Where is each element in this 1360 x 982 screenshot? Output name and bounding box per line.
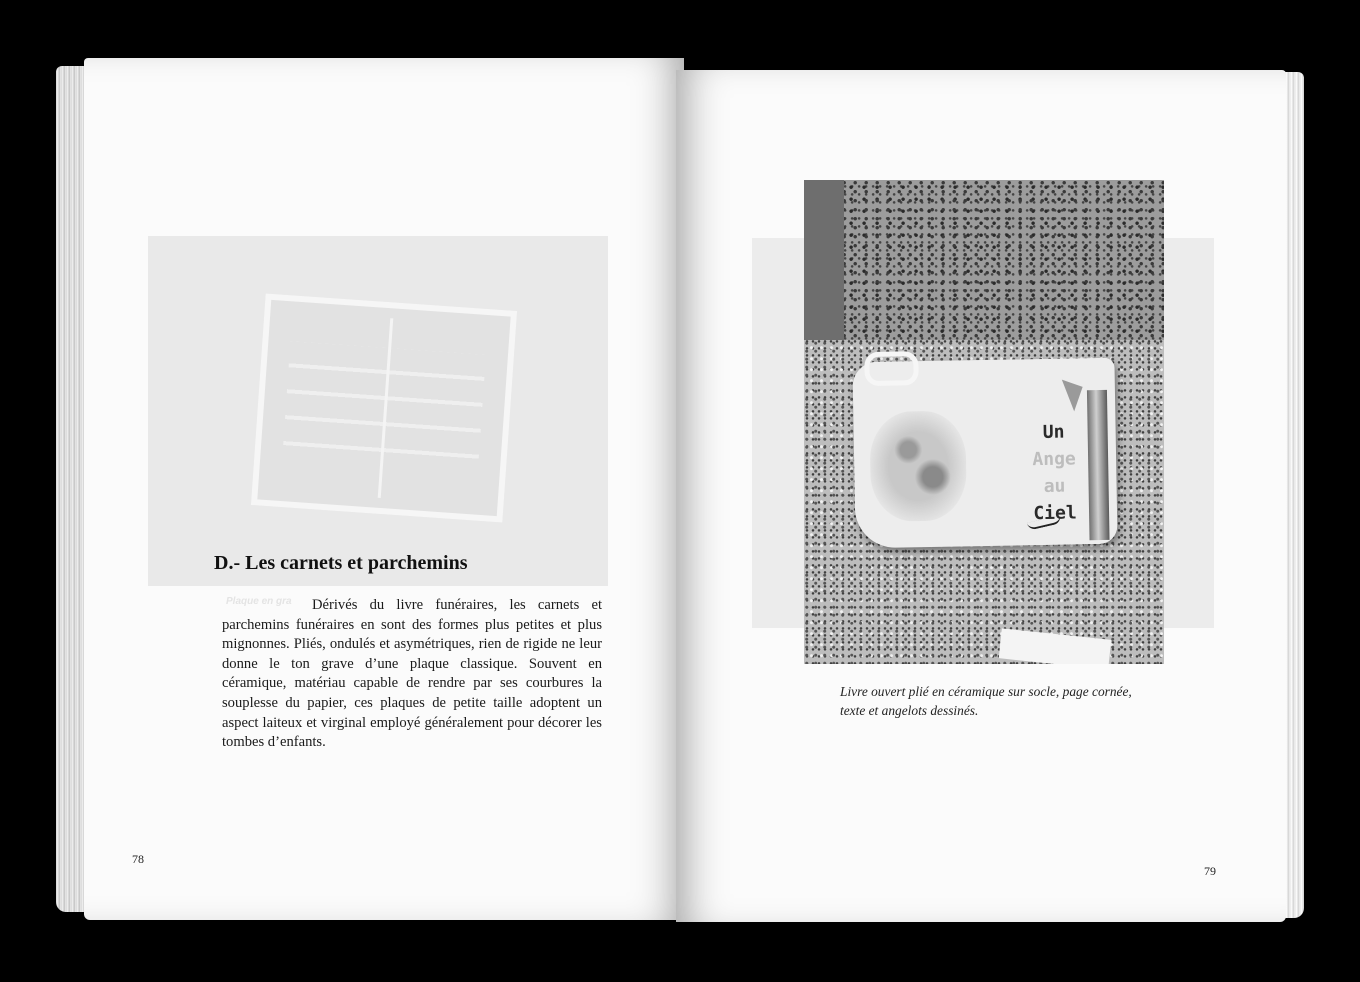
photo-caption: Livre ouvert plié en céramique sur socle, page cornée, texte et angelots dessinés.: [840, 684, 1132, 718]
photo-shadow-strip: [804, 180, 844, 348]
right-page: [676, 70, 1286, 922]
inscription-line: au: [1043, 475, 1066, 497]
book-ring: [864, 351, 919, 386]
faded-plaque-photo: [148, 236, 608, 586]
granite-wall: [842, 180, 1164, 348]
inscription-line: Ange: [1032, 448, 1076, 471]
faded-book-plaque: [251, 293, 517, 522]
faded-engraving: [283, 341, 486, 464]
inscription-line: Ciel: [1033, 502, 1077, 525]
left-page: [84, 58, 684, 920]
ceramic-book-photo: [804, 180, 1164, 664]
ceramic-book: [852, 358, 1117, 549]
inscription-line: Un: [1042, 421, 1065, 443]
body-paragraph: Dérivés du livre funéraires, les carnets et parchemins funéraires en sont des formes plus petites et plus mignonnes. Pliés, ondulés et asymétriques, rien de rigide ne leur donne le ton grave d’une plaque classique. Souvent en céramique, matériau capable de rendre par ses courbures la souplesse du papier, ces plaques de petite taille adoptent un aspect laiteux et virginal employé généralement pour décorer les tombes d’enfants.: [222, 597, 602, 751]
book-spine: [1087, 390, 1110, 540]
section-heading: D.- Les carnets et parchemins: [214, 552, 468, 574]
page-number: 78: [132, 852, 144, 866]
angel-drawing: [869, 410, 967, 522]
faded-caption: Plaque en gra: [226, 596, 292, 607]
page-number: 79: [1204, 864, 1216, 878]
folded-corner: [1053, 380, 1082, 412]
